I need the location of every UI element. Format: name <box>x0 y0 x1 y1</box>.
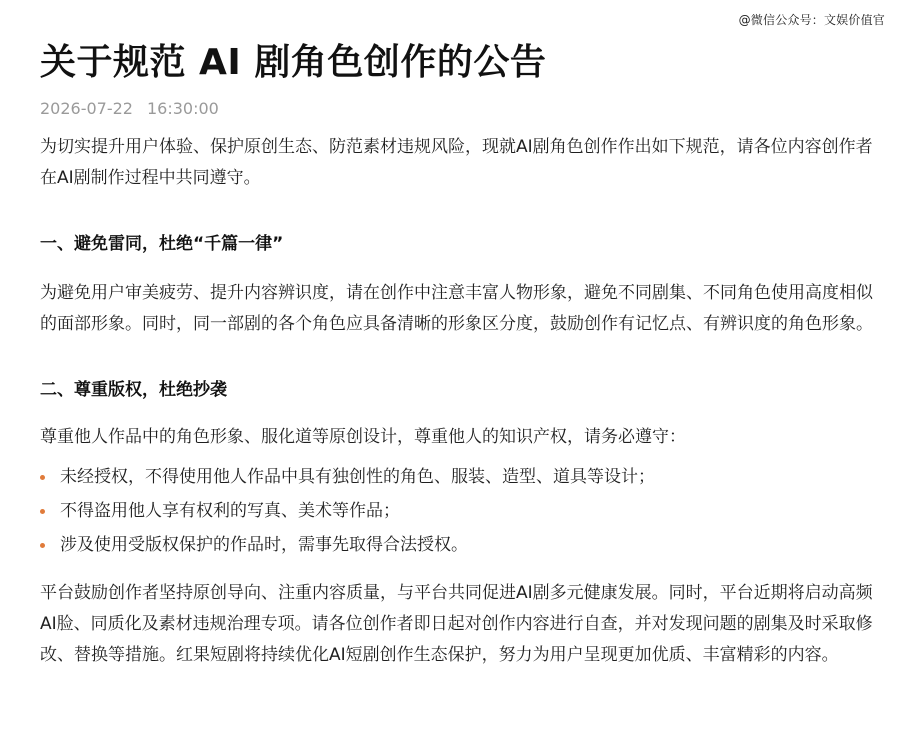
page-title: 关于规范 AI 剧角色创作的公告 <box>40 42 547 83</box>
bullet-dot-icon <box>40 475 45 480</box>
bullet-list <box>40 460 880 562</box>
section-heading-2: 二、尊重版权，杜绝抄袭 <box>40 380 227 400</box>
section-body-1: 为避免用户审美疲劳、提升内容辨识度，请在创作中注意丰富人物形象，避免不同剧集、不同角色使用高度相似的面部形象。同时，同一部剧的各个角色应具备清晰的形象区分度，鼓励创作有记忆点、有辨识度的角色形象。 <box>40 283 873 334</box>
publish-date: 2026-07-22 <box>40 99 133 118</box>
watermark-text: @微信公众号：文娱价值官 <box>738 13 885 27</box>
list-item <box>40 528 880 562</box>
publish-time: 16:30:00 <box>146 99 219 118</box>
intro-paragraph: 为切实提升用户体验、保护原创生态、防范素材违规风险，现就AI剧角色创作作出如下规范，请各位内容创作者在AI剧制作过程中共同遵守。 <box>40 137 873 188</box>
list-item-text: 不得盗用他人享有权利的写真、美术等作品； <box>60 501 400 521</box>
section-body-2: 尊重他人作品中的角色形象、服化道等原创设计，尊重他人的知识产权，请务必遵守： <box>40 427 686 447</box>
article <box>40 38 880 671</box>
section-heading-1: 一、避免雷同，杜绝“千篇一律” <box>40 234 284 254</box>
bullet-dot-icon <box>40 509 45 514</box>
list-item <box>40 494 880 528</box>
publish-meta <box>40 98 880 120</box>
list-item-text: 未经授权，不得使用他人作品中具有独创性的角色、服装、造型、道具等设计； <box>60 467 655 487</box>
closing-paragraph: 平台鼓励创作者坚持原创导向、注重内容质量，与平台共同促进AI剧多元健康发展。同时，平台近期将启动高频AI脸、同质化及素材违规治理专项。请各位创作者即日起对创作内容进行自查，并对发现问题的剧集及时采取修改、替换等措施。红果短剧将持续优化AI短剧创作生态保护，努力为用户呈现更加优质、丰富精彩的内容。 <box>40 583 873 665</box>
bullet-dot-icon <box>40 543 45 548</box>
list-item-text: 涉及使用受版权保护的作品时，需事先取得合法授权。 <box>60 535 468 555</box>
list-item <box>40 460 880 494</box>
